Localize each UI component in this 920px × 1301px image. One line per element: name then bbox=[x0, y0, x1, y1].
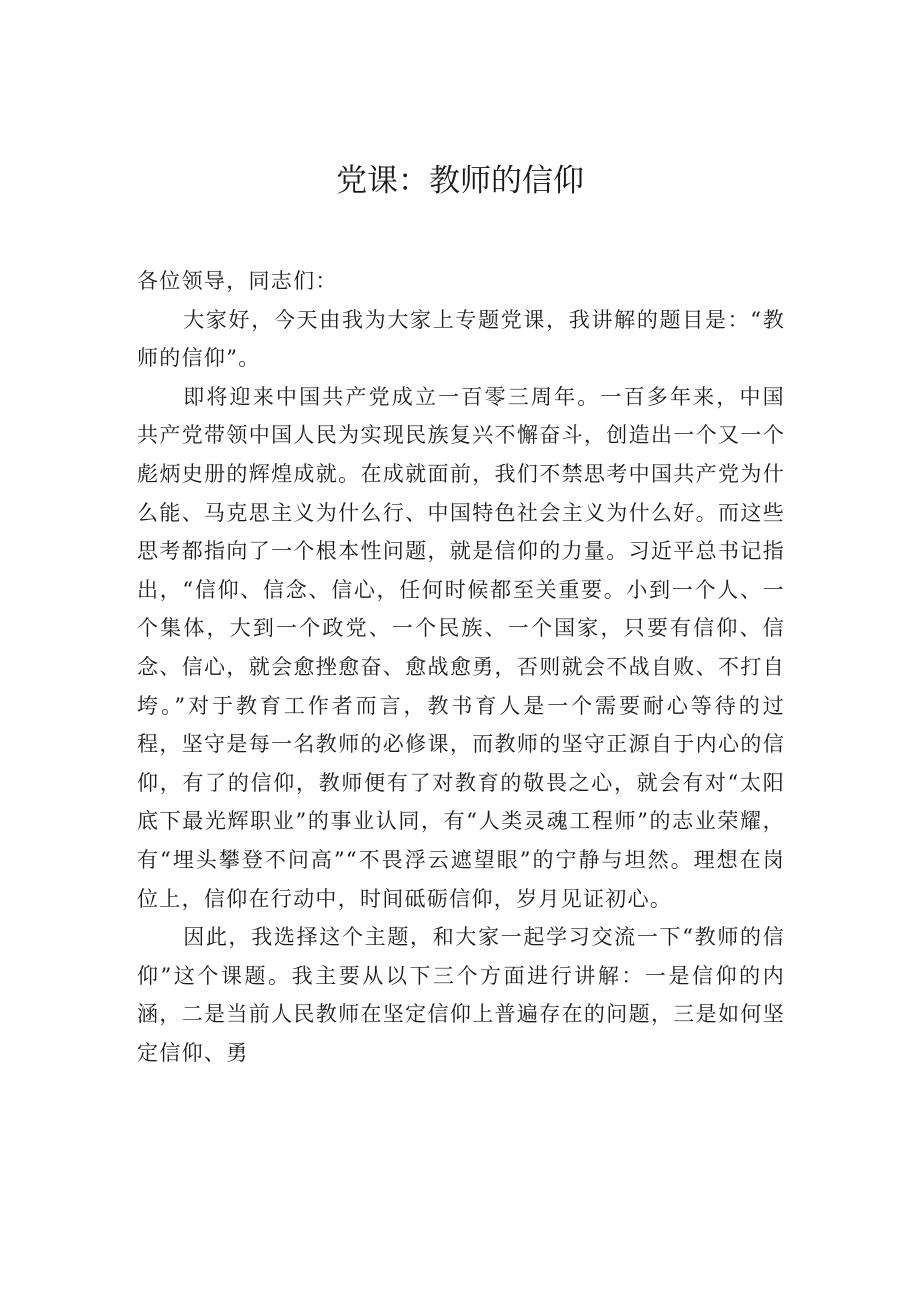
salutation: 各位领导，同志们： bbox=[137, 269, 338, 293]
paragraph-outline: 因此，我选择这个主题，和大家一起学习交流一下“教师的信仰”这个课题。我主要从以下三个方面进行讲解：一是信仰的内涵，二是当前人民教师在坚定信仰上普遍存在的问题，三是如何坚定信仰、勇 bbox=[137, 925, 785, 1065]
paragraph-intro: 大家好，今天由我为大家上专题党课，我讲解的题目是：“教师的信仰”。 bbox=[137, 307, 785, 371]
document-body bbox=[137, 262, 785, 1072]
document-title: 党课：教师的信仰 bbox=[336, 163, 584, 199]
paragraph-background: 即将迎来中国共产党成立一百零三周年。一百多年来，中国共产党带领中国人民为实现民族复兴不懈奋斗，创造出一个又一个彪炳史册的辉煌成就。在成就面前，我们不禁思考中国共产党为什么能、马克思主义为什么行、中国特色社会主义为什么好。而这些思考都指向了一个根本性问题，就是信仰的力量。习近平总书记指出，“信仰、信念、信心，任何时候都至关重要。小到一个人、一个集体，大到一个政党、一个民族、一个国家，只要有信仰、信念、信心，就会愈挫愈奋、愈战愈勇，否则就会不战自败、不打自垮。”对于教育工作者而言，教书育人是一个需要耐心等待的过程，坚守是每一名教师的必修课，而教师的坚守正源自于内心的信仰，有了的信仰，教师便有了对教育的敬畏之心，就会有对“太阳底下最光辉职业”的事业认同，有“人类灵魂工程师”的志业荣耀，有“埋头攀登不问高”“不畏浮云遮望眼”的宁静与坦然。理想在岗位上，信仰在行动中，时间砥砺信仰，岁月见证初心。 bbox=[137, 384, 785, 911]
